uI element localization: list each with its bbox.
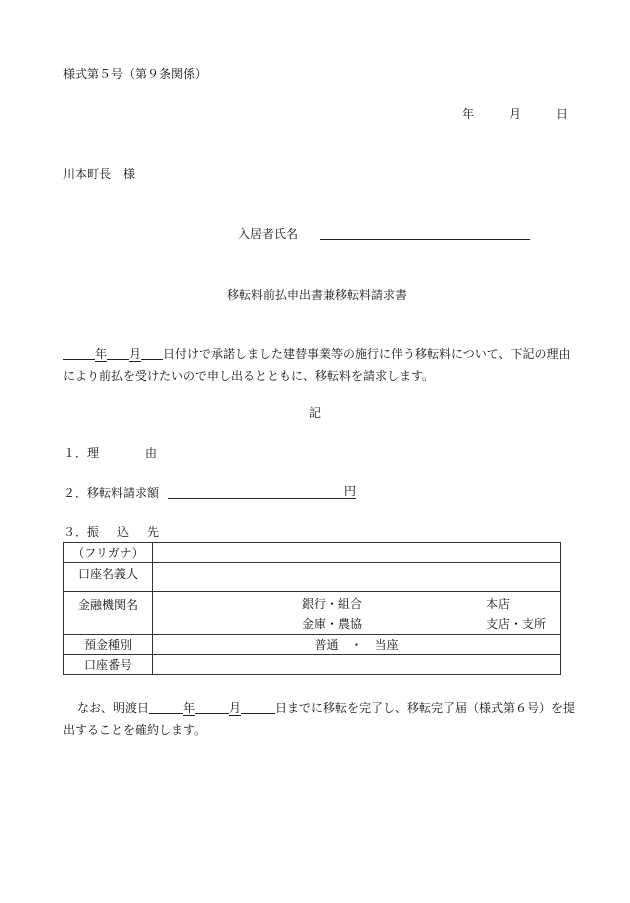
bank-union-label: 銀行・組合 <box>301 596 362 611</box>
resident-name-label: 入居者氏名 <box>238 227 299 241</box>
date-month: 月 <box>509 107 522 121</box>
institution-label: 金融機関名 <box>64 592 153 635</box>
table-row <box>64 592 561 635</box>
handover-year-blank[interactable] <box>149 700 183 714</box>
item2-label: 移転料請求額 <box>87 486 160 500</box>
account-name-field[interactable] <box>153 563 561 592</box>
item3-label-a: 振 <box>87 525 100 539</box>
deposit-options: 普通 ・ 当座 <box>314 638 399 652</box>
handover-month-blank[interactable] <box>195 700 229 714</box>
item1-number: １． <box>63 446 88 460</box>
table-row <box>64 543 561 563</box>
table-row <box>64 655 561 675</box>
body-day-blank[interactable] <box>141 346 163 360</box>
body-paragraph <box>63 343 575 387</box>
date-year: 年 <box>462 107 475 121</box>
item1-label-b: 由 <box>145 446 158 460</box>
account-number-field[interactable] <box>153 655 561 675</box>
institution-field[interactable] <box>153 592 561 635</box>
item2-number: ２． <box>63 486 88 500</box>
branch-label: 支店・支所 <box>486 616 547 631</box>
body-text-line2: により前払を受けたいので申し出るとともに、移転料を請求します。 <box>63 369 435 383</box>
addressee: 川本町長 様 <box>63 167 136 181</box>
body-year-blank[interactable] <box>63 346 95 360</box>
resident-name-field[interactable] <box>320 239 530 240</box>
body-month-label: 月 <box>129 347 142 361</box>
item2-amount <box>63 485 159 501</box>
closing-year-label: 年 <box>183 701 196 715</box>
date-day: 日 <box>556 107 569 121</box>
item3-label-c: 先 <box>147 525 160 539</box>
handover-day-blank[interactable] <box>241 700 275 714</box>
furigana-label: （フリガナ） <box>64 543 153 563</box>
shinkin-nokyo-label: 金庫・農協 <box>301 616 362 631</box>
closing-prefix: なお、明渡日 <box>77 701 150 715</box>
deposit-type-label: 預金種別 <box>64 635 153 655</box>
form-number: 様式第５号（第９条関係） <box>63 67 208 81</box>
table-row <box>64 563 561 592</box>
account-number-label: 口座番号 <box>64 655 153 675</box>
head-office-label: 本店 <box>486 596 511 611</box>
body-year-label: 年 <box>95 347 108 361</box>
body-text-line1: 日付けで承諾しました建替事業等の施行に伴う移転料について、下記の理由 <box>163 347 571 361</box>
document-title: 移転料前払申出書兼移転料請求書 <box>227 288 408 302</box>
closing-text-line2: 出することを確約します。 <box>63 723 207 737</box>
ki-marker: 記 <box>309 406 322 420</box>
yen-unit: 円 <box>344 484 357 498</box>
item3-label-b: 込 <box>117 525 130 539</box>
item1-reason <box>63 445 157 461</box>
deposit-type-field[interactable] <box>153 635 561 655</box>
account-name-label: 口座名義人 <box>64 563 153 592</box>
table-row <box>64 635 561 655</box>
amount-field[interactable] <box>168 498 344 499</box>
closing-month-label: 月 <box>229 701 242 715</box>
body-month-blank[interactable] <box>107 346 129 360</box>
closing-text-line1: 日までに移転を完了し、移転完了届（様式第６号）を提 <box>275 701 576 715</box>
bank-table <box>63 542 561 675</box>
furigana-field[interactable] <box>153 543 561 563</box>
item3-destination <box>63 524 159 540</box>
item1-label-a: 理 <box>87 446 100 460</box>
item3-number: ３． <box>63 525 88 539</box>
closing-paragraph <box>63 697 575 741</box>
